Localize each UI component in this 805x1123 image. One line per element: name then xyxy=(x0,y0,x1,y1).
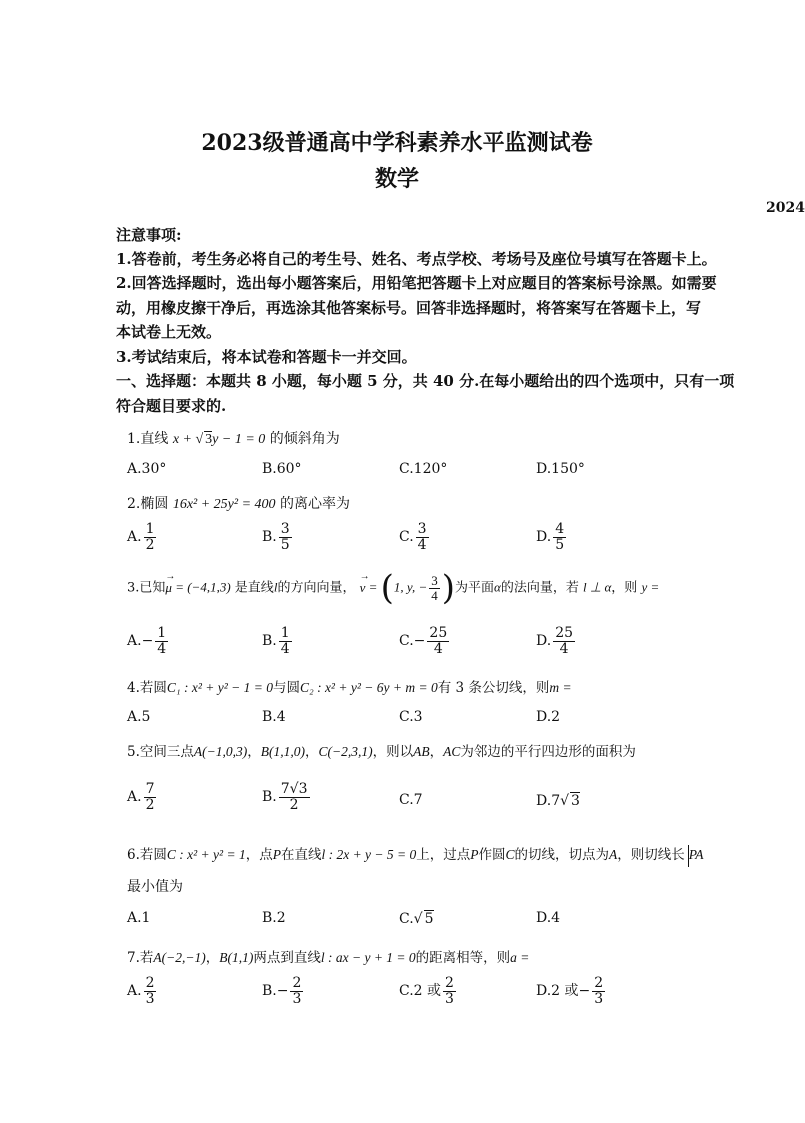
date-fragment: 2024 xyxy=(766,200,805,216)
q6-option-b[interactable]: B.2 xyxy=(262,910,286,926)
exam-title: 2023级普通高中学科素养水平监测试卷 xyxy=(201,130,593,156)
q3-option-a[interactable]: A.− $\frac{1}{4}$ xyxy=(127,625,167,657)
question-5: 5.空间三点A(−1,0,3)，B(1,1,0)，C(−2,3,1)，则以AB，AC为邻边的平行四边形的面积为 xyxy=(127,744,636,760)
subject-title: 数学 xyxy=(374,166,419,192)
q1-option-d[interactable]: D.150° xyxy=(536,461,585,477)
notice-line-3: 3.考试结束后，将本试卷和答题卡一并交回。 xyxy=(116,348,417,366)
question-3: 3.已知 → μ = (−4,1,3) 是直线l的方向向量， → v = (1, y, − $\frac{3}{4}$ )为平面α的法向量，若 l ⊥ α，则 y = xyxy=(127,568,660,608)
q5-option-d[interactable]: D.7√ 3 xyxy=(536,793,580,809)
notice-line-2c: 本试卷上无效。 xyxy=(116,323,222,341)
q3-option-d[interactable]: D. $\frac{25}{4}$ xyxy=(536,625,574,657)
q2-option-d[interactable]: D. $\frac{4}{5}$ xyxy=(536,521,565,553)
q1-option-c[interactable]: C.120° xyxy=(399,461,448,477)
question-7: 7.若A(−2,−1)，B(1,1)两点到直线l : ax − y + 1 = 0的距离相等，则a = xyxy=(127,950,530,966)
q1-option-a[interactable]: A.30° xyxy=(127,461,167,477)
q6-option-d[interactable]: D.4 xyxy=(536,910,561,926)
q1-option-b[interactable]: B.60° xyxy=(262,461,302,477)
q3-option-b[interactable]: B. $\frac{1}{4}$ xyxy=(262,625,290,657)
question-6: 6.若圆C : x² + y² = 1，点P在直线l : 2x + y − 5 = 0上，过点P作圆C的切线，切点为A，则切线长 PA xyxy=(127,843,704,867)
q4-option-b[interactable]: B.4 xyxy=(262,709,286,725)
question-4: 4.若圆C₁ : x² + y² − 1 = 0与圆C₂ : x² + y² − 6y + m = 0有 3 条公切线，则m = xyxy=(127,680,572,696)
section-1-line-1: 一、选择题：本题共 8 小题，每小题 5 分，共 40 分.在每小题给出的四个选项中，只有一项 xyxy=(116,372,735,390)
q3-option-c[interactable]: C.− $\frac{25}{4}$ xyxy=(399,625,448,657)
notice-heading: 注意事项: xyxy=(116,226,182,244)
notice-line-1: 1.答卷前，考生务必将自己的考生号、姓名、考点学校、考场号及座位号填写在答题卡上。 xyxy=(116,250,717,268)
notice-line-2b: 动，用橡皮擦干净后，再选涂其他答案标号。回答非选择题时，将答案写在答题卡上，写 xyxy=(116,299,702,317)
q4-option-c[interactable]: C.3 xyxy=(399,709,423,725)
section-1-line-2: 符合题目要求的. xyxy=(116,397,227,415)
q7-option-c[interactable]: C.2 或 $\frac{2}{3}$ xyxy=(399,975,454,1007)
question-1: 1.直线 x + √ 3y − 1 = 0 的倾斜角为 xyxy=(127,431,340,447)
q5-option-c[interactable]: C.7 xyxy=(399,792,423,808)
q5-option-a[interactable]: A. $\frac{7}{2}$ xyxy=(127,781,155,813)
q6-option-a[interactable]: A.1 xyxy=(127,910,151,926)
question-2: 2.椭圆 16x² + 25y² = 400 的离心率为 xyxy=(127,496,350,512)
q7-option-d[interactable]: D.2 或− $\frac{2}{3}$ xyxy=(536,975,604,1007)
q2-option-a[interactable]: A. $\frac{1}{2}$ xyxy=(127,521,155,553)
question-6-line-2: 最小值为 xyxy=(127,879,183,895)
notice-line-2a: 2.回答选择题时，选出每小题答案后，用铅笔把答题卡上对应题目的答案标号涂黑。如需要 xyxy=(116,274,717,292)
q4-option-d[interactable]: D.2 xyxy=(536,709,561,725)
q2-option-b[interactable]: B. $\frac{3}{5}$ xyxy=(262,521,290,553)
q4-option-a[interactable]: A.5 xyxy=(127,709,151,725)
q6-option-c[interactable]: C.√ 5 xyxy=(399,911,434,927)
q7-option-a[interactable]: A. $\frac{2}{3}$ xyxy=(127,975,155,1007)
q2-option-c[interactable]: C. $\frac{3}{4}$ xyxy=(399,521,427,553)
q5-option-b[interactable]: B. $\frac{7√3}{2}$ xyxy=(262,781,308,813)
q7-option-b[interactable]: B.− $\frac{2}{3}$ xyxy=(262,975,302,1007)
